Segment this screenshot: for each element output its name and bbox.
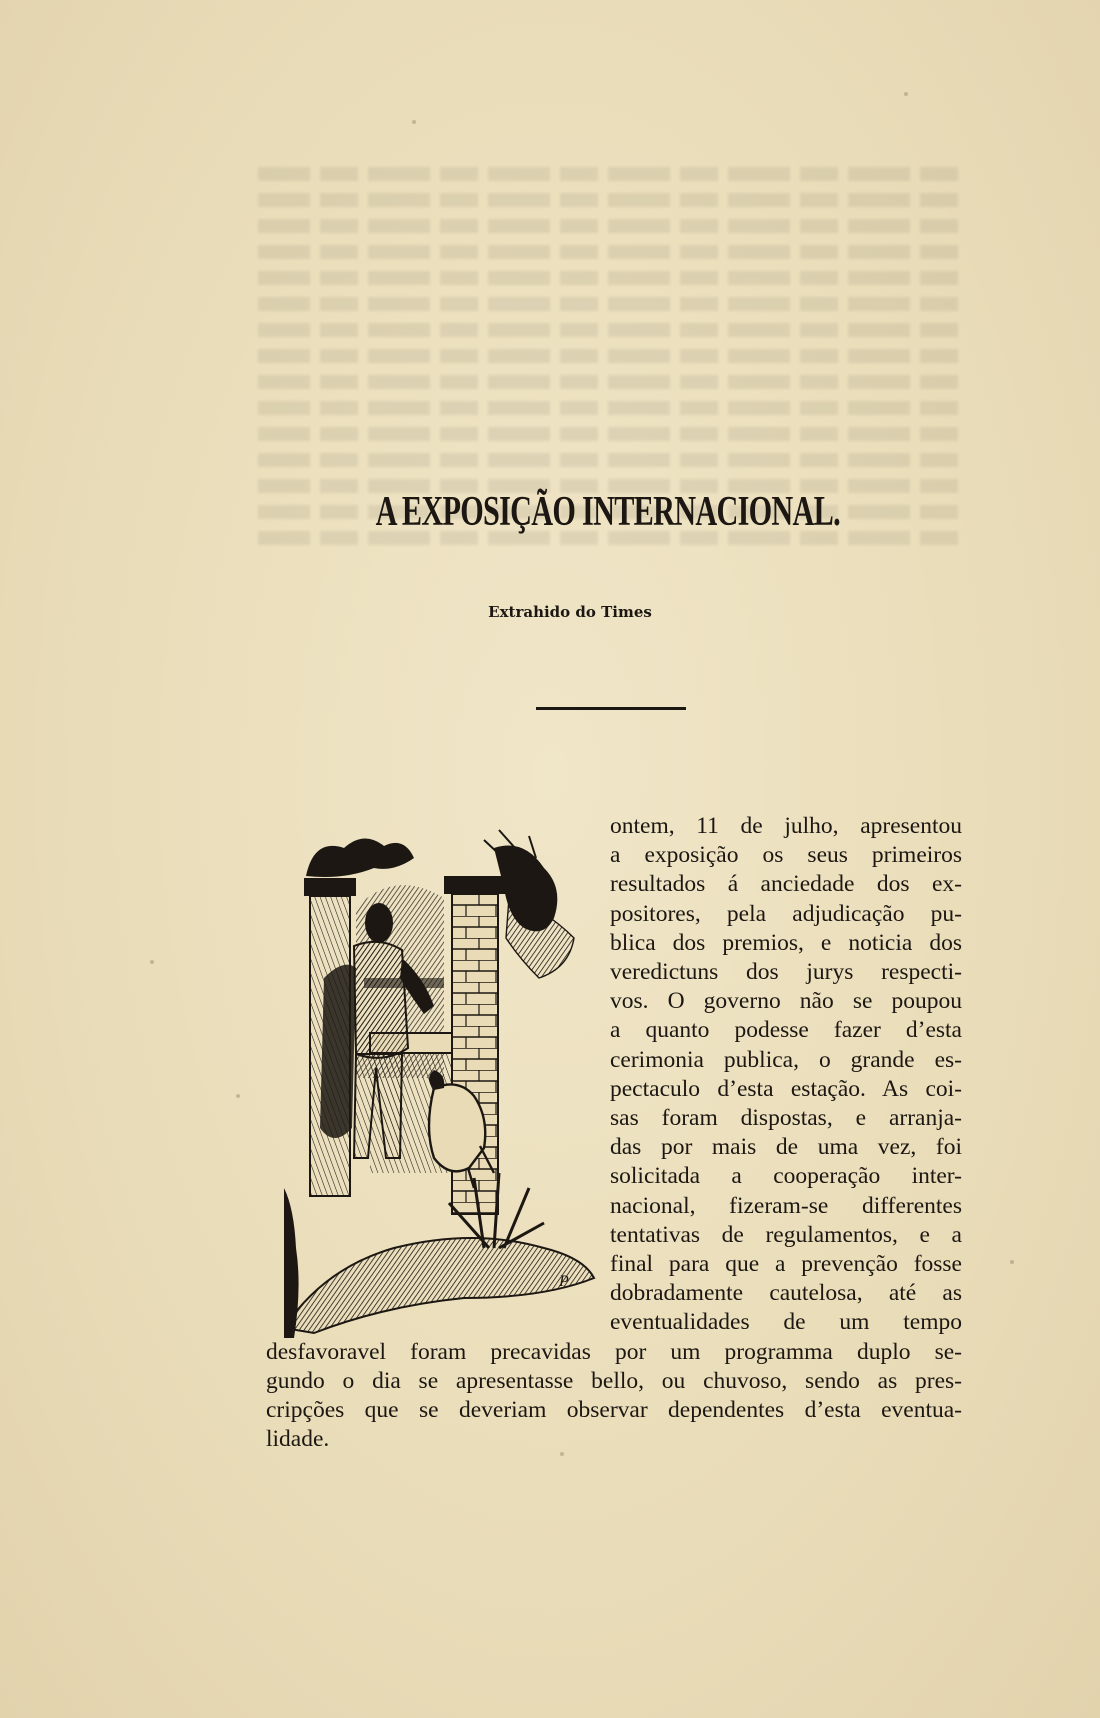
- body-line: blica dos premios, e noticia dos: [610, 929, 962, 956]
- article-title: A EXPOSIÇÃO INTERNACIONAL.: [375, 489, 840, 535]
- body-line: a quanto podesse fazer d’esta: [610, 1017, 962, 1044]
- body-line: tentativas de regulamentos, e a: [610, 1221, 962, 1248]
- body-line: sas foram dispostas, e arranja-: [610, 1105, 962, 1132]
- article-subtitle: Extrahido do Times: [488, 603, 652, 621]
- body-line: a exposição os seus primeiros: [610, 842, 962, 869]
- paper-speck: [236, 1094, 240, 1098]
- body-line: final para que a prevenção fosse: [610, 1251, 962, 1278]
- engraver-mark: P: [559, 1273, 569, 1290]
- body-line: veredictuns dos jurys respecti-: [610, 959, 962, 986]
- paper-speck: [150, 960, 154, 964]
- body-line: eventualidades de um tempo: [610, 1309, 962, 1336]
- body-line: cerimonia publica, o grande es-: [610, 1046, 962, 1073]
- body-line: vos. O governo não se poupou: [610, 988, 962, 1015]
- body-line: desfavoravel foram precavidas por um programma duplo se-: [266, 1338, 962, 1365]
- show-through-text: [258, 155, 958, 715]
- body-line: ontem, 11 de julho, apresentou: [610, 813, 962, 839]
- body-line: nacional, fizeram-se differentes: [610, 1192, 962, 1219]
- body-line: pectaculo d’esta estação. As coi-: [610, 1075, 962, 1102]
- paper-speck: [904, 92, 908, 96]
- body-line: solicitada a cooperação inter-: [610, 1163, 962, 1190]
- body-line: cripções que se deveriam observar dependentes d’esta eventua-: [266, 1397, 962, 1424]
- paper-speck: [412, 120, 416, 124]
- article-body: [266, 812, 962, 1454]
- body-line: resultados á anciedade dos ex-: [610, 871, 962, 898]
- body-line: dobradamente cautelosa, até as: [610, 1280, 962, 1307]
- paper-speck: [1010, 1260, 1014, 1264]
- body-line: gundo o dia se apresentasse bello, ou chuvoso, sendo as pres-: [266, 1367, 962, 1394]
- title-divider-rule: [536, 707, 686, 710]
- body-line: positores, pela adjudicação pu-: [610, 900, 962, 927]
- body-line: das por mais de uma vez, foi: [610, 1134, 962, 1161]
- body-line: lidade.: [266, 1426, 330, 1453]
